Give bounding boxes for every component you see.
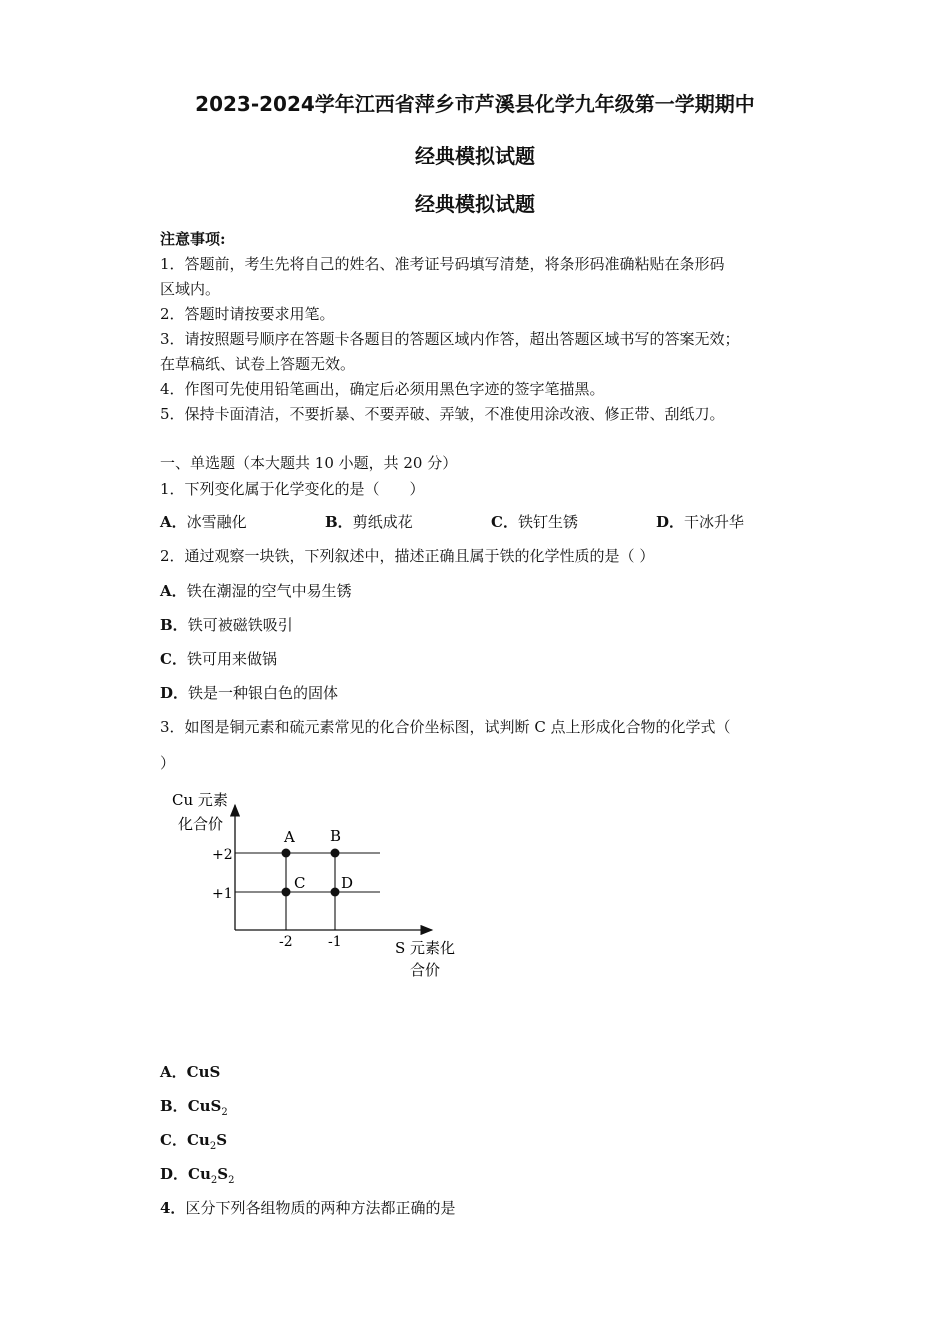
point-d <box>331 888 340 897</box>
point-c <box>282 888 291 897</box>
section-heading: 一、单选题（本大题共 10 小题，共 20 分） <box>160 454 458 472</box>
notice-item: 5．保持卡面清洁，不要折暴、不要弄破、弄皱，不准使用涂改液、修正带、刮纸刀。 <box>160 405 725 423</box>
point-label: B <box>330 827 342 845</box>
q4-stem: 4．区分下列各组物质的两种方法都正确的是 <box>160 1199 456 1217</box>
notice-heading: 注意事项: <box>160 230 226 248</box>
q3-option-a[interactable]: A．CuS <box>160 1063 221 1081</box>
q2-option-a[interactable]: A．铁在潮湿的空气中易生锈 <box>160 582 352 600</box>
exam-title-line2: 经典模拟试题 <box>415 144 535 168</box>
q2-stem: 2．通过观察一块铁，下列叙述中，描述正确且属于铁的化学性质的是（ ） <box>160 547 655 565</box>
notice-item: 在草稿纸、试卷上答题无效。 <box>160 355 356 373</box>
q1-stem: 1．下列变化属于化学变化的是（ ） <box>160 480 425 498</box>
point-label: A <box>284 828 295 846</box>
x-tick-label: -1 <box>328 934 342 950</box>
q3-stem-end: ） <box>160 754 176 772</box>
point-label: D <box>341 874 354 892</box>
q2-option-b[interactable]: B．铁可被磁铁吸引 <box>160 616 293 634</box>
exam-title-line3: 经典模拟试题 <box>415 192 535 216</box>
x-tick-label: -2 <box>279 934 293 950</box>
exam-title-line1: 2023-2024学年江西省萍乡市芦溪县化学九年级第一学期期中 <box>195 92 755 116</box>
x-axis-label: 合价 <box>410 961 441 979</box>
y-axis-label: 化合价 <box>178 815 224 833</box>
q3-option-c[interactable]: C．$Cu_2S$ <box>160 1131 228 1152</box>
point-b <box>331 849 340 858</box>
point-a <box>282 849 291 858</box>
q2-option-c[interactable]: C．铁可用来做锅 <box>160 650 277 668</box>
q3-option-b[interactable]: B．CuS$_2$ <box>160 1097 228 1118</box>
notice-item: 区域内。 <box>160 280 221 298</box>
point-label: C <box>294 874 306 892</box>
notice-item: 2．答题时请按要求用笔。 <box>160 305 335 323</box>
notice-item: 1．答题前，考生先将自己的姓名、准考证号码填写清楚，将条形码准确粘贴在条形码 <box>160 255 725 273</box>
q3-stem: 3．如图是铜元素和硫元素常见的化合价坐标图，试判断 C 点上形成化合物的化学式（ <box>160 718 731 736</box>
q1-option-c[interactable]: C．铁钉生锈 <box>491 513 578 531</box>
notice-item: 4．作图可先使用铅笔画出，确定后必须用黑色字迹的签字笔描黑。 <box>160 380 605 398</box>
q1-option-b[interactable]: B．剪纸成花 <box>325 513 413 531</box>
y-axis-label: Cu 元素 <box>172 791 228 809</box>
valence-coordinate-figure <box>160 785 480 985</box>
q3-option-d[interactable]: D．$Cu_2S_2$ <box>160 1165 235 1186</box>
q2-option-d[interactable]: D．铁是一种银白色的固体 <box>160 684 339 702</box>
q1-option-a[interactable]: A．冰雪融化 <box>160 513 247 531</box>
q1-option-d[interactable]: D．干冰升华 <box>656 513 745 531</box>
x-axis-label: S 元素化 <box>395 939 456 957</box>
notice-item: 3．请按照题号顺序在答题卡各题目的答题区域内作答，超出答题区域书写的答案无效； <box>160 330 740 348</box>
y-tick-label: +2 <box>212 847 233 863</box>
y-tick-label: +1 <box>212 886 233 902</box>
